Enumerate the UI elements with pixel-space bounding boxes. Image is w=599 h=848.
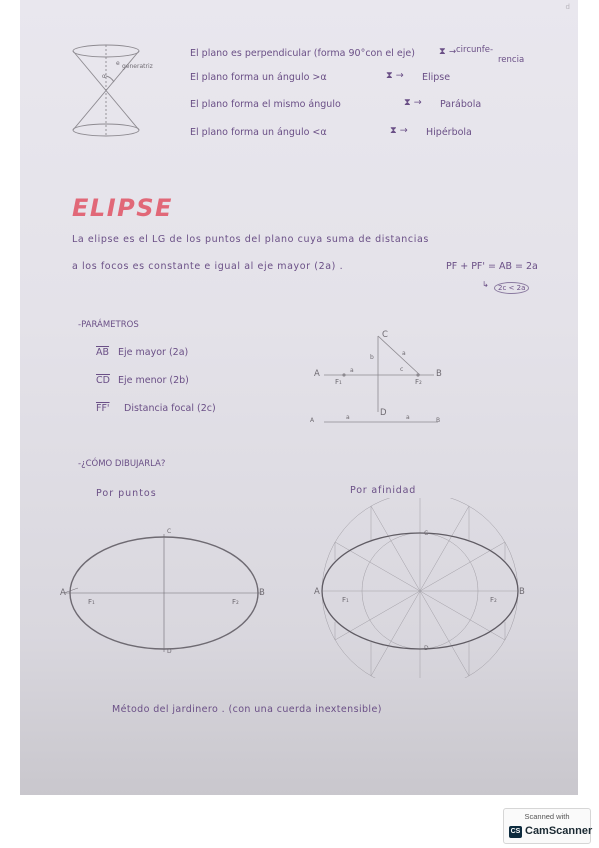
diagram-label-D: D (380, 408, 387, 418)
parameters-heading: -PARÁMETROS (78, 320, 139, 330)
axis-label: e (116, 60, 120, 67)
diagram-label-b: b (370, 354, 374, 361)
camscanner-badge (503, 808, 591, 844)
conic-ellipse-result: Elipse (422, 72, 451, 83)
conic-circle-text: El plano es perpendicular (forma 90°con el eje) (190, 48, 415, 59)
camscanner-logo-icon: CS (509, 826, 522, 838)
points-label-B: B (259, 588, 265, 598)
param-minor-symbol: $\overline{CD}$ (96, 375, 110, 386)
conic-hyperbola-icon: ⧗ → (390, 125, 408, 136)
param-major-text: Eje mayor (2a) (118, 347, 189, 358)
param-major-symbol: $\overline{AB}$ (96, 347, 110, 358)
conic-hyperbola-result: Hipérbola (426, 127, 472, 138)
parameters-diagram (308, 330, 444, 430)
diagram-label-c: c (400, 366, 404, 373)
param-focal-text: Distancia focal (2c) (124, 403, 216, 414)
points-label-C: C (167, 528, 172, 535)
diagram-label-A-bottom: A (310, 417, 315, 424)
conic-circle-result-2: rencia (498, 55, 525, 65)
ellipse-by-affinity (310, 498, 530, 678)
param-focal-symbol: FF' (96, 403, 110, 414)
conic-ellipse-icon: ⧗ → (386, 70, 404, 81)
affinity-label-D: D (424, 645, 429, 652)
diagram-label-a-hyp: a (402, 350, 406, 357)
section-title: ELIPSE (72, 194, 173, 222)
points-label-F2: F₂ (232, 598, 239, 606)
definition-formula: PF + PF' = AB = 2a (446, 261, 538, 272)
double-cone-drawing (64, 44, 174, 142)
conic-ellipse-text: El plano forma un ángulo >α (190, 72, 327, 83)
points-label-F1: F₁ (88, 598, 95, 606)
diagram-label-B-bottom: B (436, 417, 441, 424)
affinity-label-A: A (314, 587, 320, 597)
definition-line-1: La elipse es el LG de los puntos del plano cuya suma de distancias (72, 234, 429, 245)
formula-note: ↳ (482, 280, 489, 289)
drawing-heading: -¿CÓMO DIBUJARLA? (78, 459, 166, 469)
affinity-label-B: B (519, 587, 525, 597)
diagram-label-A: A (314, 369, 320, 379)
param-minor-text: Eje menor (2b) (118, 375, 189, 386)
conic-circle-arrow: → (449, 47, 457, 57)
affinity-label-F2: F₂ (490, 596, 497, 604)
diagram-label-a-bottom-1: a (346, 414, 350, 421)
conic-circle-result-1: circunfe- (456, 45, 494, 55)
affinity-label-C: C (424, 530, 429, 537)
definition-line-2: a los focos es constante e igual al eje mayor (2a) . (72, 261, 344, 272)
method-points-label: Por puntos (96, 488, 157, 499)
ellipse-by-points (58, 528, 268, 658)
scanner-brand-name: CamScanner (525, 825, 593, 837)
conic-hyperbola-text: El plano forma un ángulo <α (190, 127, 327, 138)
gardener-method-text: Método del jardinero . (con una cuerda inextensible) (112, 704, 382, 715)
formula-note-value: 2c < 2a (494, 282, 529, 294)
diagram-label-F1: F₁ (335, 378, 342, 386)
diagram-label-F2: F₂ (415, 378, 422, 386)
points-label-D: D (167, 648, 172, 655)
diagram-label-a-bottom-2: a (406, 414, 410, 421)
page-mark: d (565, 3, 570, 11)
conic-circle-icon: ⧗ (439, 46, 446, 57)
method-affinity-label: Por afinidad (350, 485, 417, 496)
scanner-caption: Scanned with (524, 812, 570, 821)
diagram-label-a-left: a (350, 367, 354, 374)
diagram-label-C: C (382, 330, 388, 340)
conic-parabola-icon: ⧗ → (404, 97, 422, 108)
diagram-label-B: B (436, 369, 442, 379)
notebook-page (20, 0, 578, 795)
conic-parabola-result: Parábola (440, 99, 482, 110)
generatrix-label: generatriz (122, 63, 153, 70)
conic-parabola-text: El plano forma el mismo ángulo (190, 99, 341, 110)
affinity-label-F1: F₁ (342, 596, 349, 604)
alpha-label: α (102, 73, 106, 80)
points-label-A: A (60, 588, 66, 598)
